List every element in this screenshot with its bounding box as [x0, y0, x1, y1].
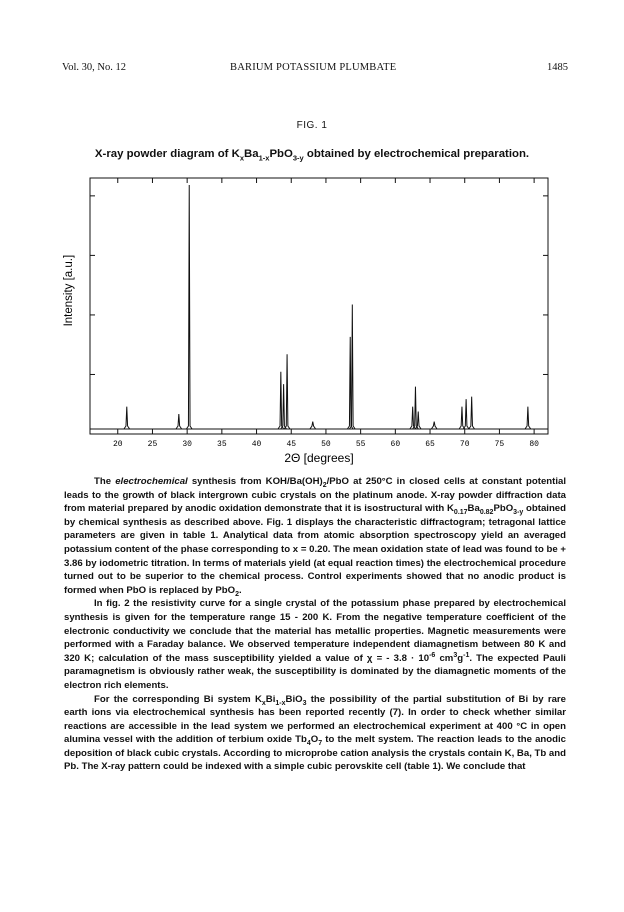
x-tick-label: 30	[182, 440, 192, 449]
x-tick-label: 25	[147, 440, 158, 449]
diffraction-peak	[176, 414, 182, 429]
paragraph-bismuth-system: For the corresponding Bi system $K_xBi_{1-x}BiO_3$ the possibility of the partial substitution of Bi by rare earth ions via electrochemical synthesis has been reported recently (7). In order to check whether similar reactions are accessible in the lead system we performed an electrochemical experiment at 400 °C in open alumina vessel with the addition of terbium oxide $Tb_4O_7$ to the melt system. The reaction leads to the anodic deposition of black cubic crystals. According to microprobe cation analysis the crystals contain K, Ba, Tb and Pb. The X-ray pattern could be indexed with a simple cubic perovskite cell (table 1). We conclude that	[64, 693, 566, 773]
x-tick-label: 75	[494, 440, 505, 449]
diffraction-peaks	[124, 185, 531, 429]
x-tick-label: 50	[321, 440, 331, 449]
diffraction-peak	[469, 397, 475, 429]
x-tick-label: 70	[459, 440, 470, 449]
axis-ticks	[90, 178, 548, 434]
diffraction-peak	[459, 407, 465, 429]
diffraction-peak	[284, 354, 290, 429]
x-tick-label: 35	[217, 440, 227, 449]
figure-label: FIG. 1	[296, 120, 328, 131]
diffraction-peak	[463, 399, 469, 429]
diffraction-peak	[431, 422, 437, 429]
x-tick-label: 40	[251, 440, 262, 449]
diffraction-peak	[186, 185, 192, 429]
running-head	[62, 62, 568, 76]
x-tick-label: 45	[286, 440, 297, 449]
x-tick-labels	[113, 440, 539, 449]
figure-caption: X-ray powder diagram of $K_xBa_{1-x}PbO_{3-y}$ obtained by electrochemical preparation.	[94, 148, 530, 163]
xrd-chart	[58, 172, 558, 472]
page-number: 1485	[547, 62, 568, 73]
y-axis-label: Intensity [a.u.]	[63, 254, 75, 327]
x-tick-label: 55	[355, 440, 366, 449]
diffraction-peak	[525, 407, 531, 429]
paragraph-synthesis: The electrochemical synthesis from KOH/$Ba(OH)_2$/PbO at 250°C in closed cells at constant potential leads to the growth of black intergrown cubic crystals on the platinum anode. X-ray powder diffraction data from material prepared by anodic oxidation demonstrate that it is isostructural with $K_{0.17}Ba_{0.82}PbO_{3-y}$ obtained by chemical synthesis as described above. Fig. 1 displays the characteristic diffractogram; tetragonal lattice parameters are given in table 1. Analytical data from atomic absorption spectroscopy yield an averaged potassium content of the phase corresponding to x = 0.20. The mean oxidation state of lead was found to be + 3.86 by iodometric titration. In terms of materials yield (at equal reaction times) the electrochemical procedure turned out to be superior to the chemical process. Control experiments showed that no anodic product is formed when PbO is replaced by PbO$_2$.	[64, 476, 567, 598]
journal-running-title: BARIUM POTASSIUM PLUMBATE	[230, 62, 397, 73]
diffraction-peak	[124, 407, 130, 429]
x-tick-label: 20	[112, 440, 123, 449]
x-tick-label: 60	[390, 440, 401, 449]
x-tick-label: 80	[529, 440, 539, 449]
body-text	[64, 475, 566, 774]
diffraction-peak	[310, 422, 316, 429]
x-tick-label: 65	[425, 440, 435, 449]
paragraph-resistivity: In fig. 2 the resistivity curve for a single crystal of the potassium phase prepared by electrochemical synthesis is given for the temperature range 15 - 200 K. From the negative temperature coefficient of the electronic conductivity we conclude that the material has metallic properties. Magnetic measurements were performed with a Faraday balance. We observed temperature independent diamagnetism between 80 K and 320 K; calculation of the mass susceptibility yielded a value of χ = - $3.8 \cdot 10^{-6}$ $cm^3g^{-1}$. The expected Pauli paramagnetism is obviously rather weak, the susceptibility is dominated by the diamagnetic moments of the electron rich elements.	[64, 598, 566, 691]
volume-issue: Vol. 30, No. 12	[62, 62, 126, 73]
x-axis-label: 2Θ [degrees]	[284, 451, 354, 465]
plot-frame	[90, 178, 548, 434]
